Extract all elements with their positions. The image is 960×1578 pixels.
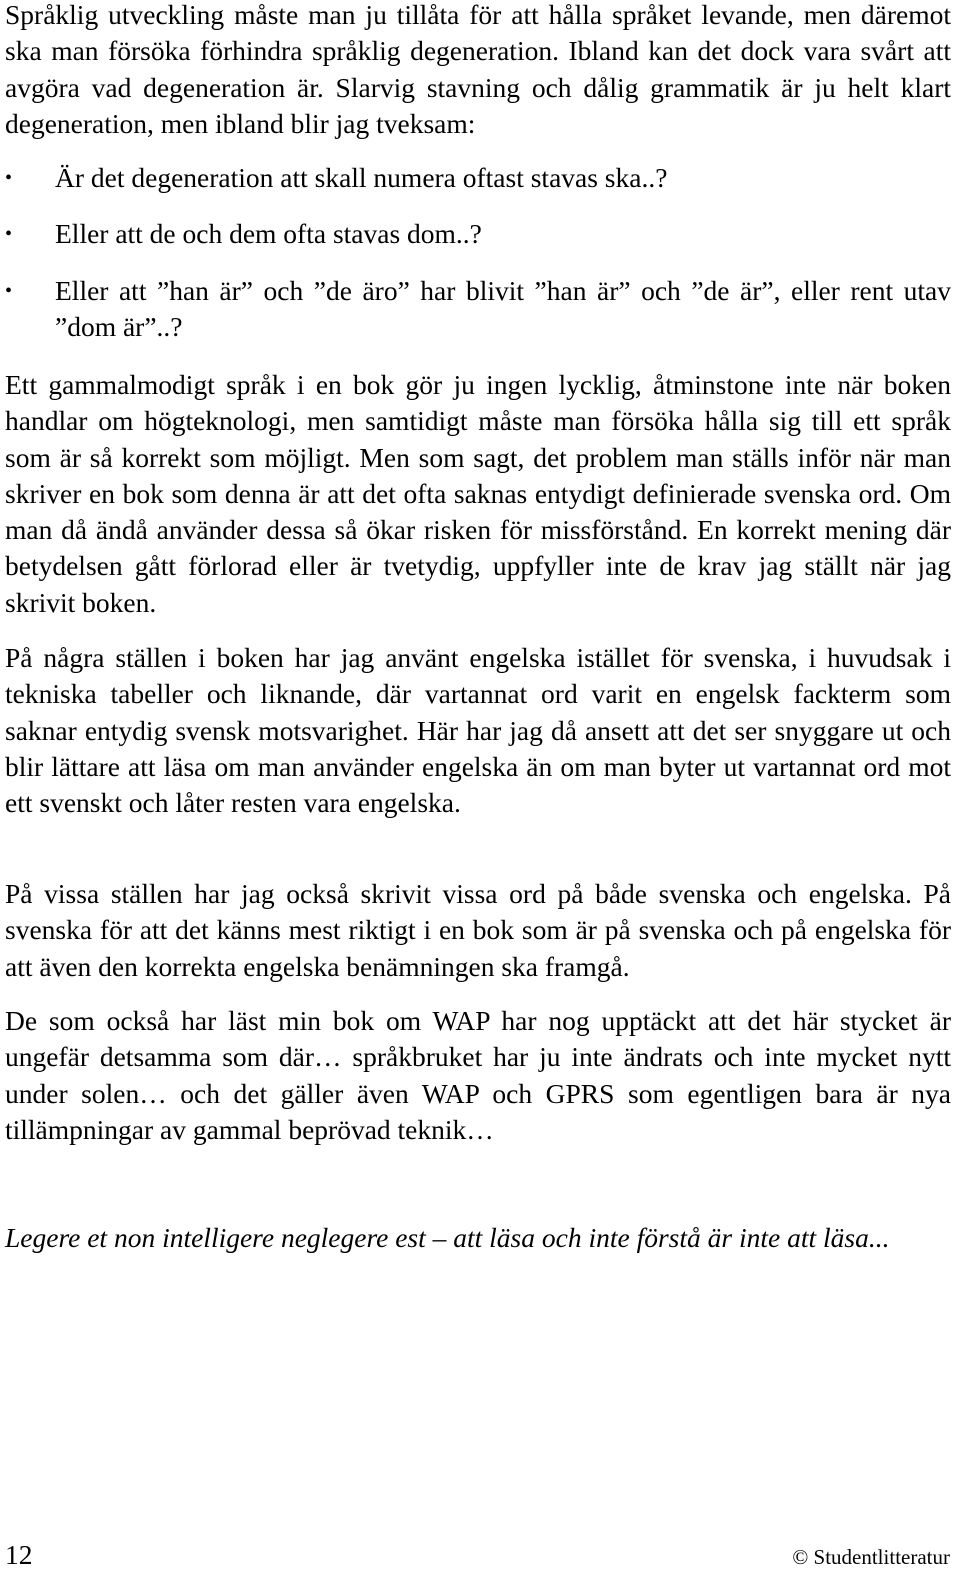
paragraph-intro: Språklig utveckling måste man ju tillåta för att hålla språket levande, men däremot ska man försöka förhindra språklig degeneration. Ibland kan det dock vara svårt att avgöra vad degeneration är. Slarvig stavning och dålig grammatik är ju helt klart degeneration, men ibland blir jag tveksam: [5, 0, 951, 139]
latin-quote: Legere et non intelligere neglegere est – att läsa och inte förstå är inte att läsa... [5, 1222, 890, 1253]
paragraph-bilingual-terms: På vissa ställen har jag också skrivit vissa ord på både svenska och engelska. På svenska för att det känns mest riktigt i en bok som är på svenska och på engelska för att även den korrekta engelska benämningen ska framgå. [5, 878, 951, 982]
list-item-text: Eller att ”han är” och ”de äro” har blivit ”han är” och ”de är”, eller rent utav ”dom är”..? [55, 274, 951, 342]
paragraph-english-usage: På några ställen i boken har jag använt engelska istället för svenska, i huvudsak i tekniska tabeller och liknande, där vartannat ord varit en engelsk fackterm som saknar entydig svensk motsvarighet. Här har jag då ansett att det ser snyggare ut och blir lättare att läsa om man använder engelska än om man byter ut vartannat ord mot ett svenskt och låter resten vara engelska. [5, 642, 951, 819]
bullet-icon: • [5, 167, 13, 189]
bullet-icon: • [5, 223, 13, 246]
copyright-notice: © Studentlitteratur [792, 1545, 950, 1569]
list-item [5, 160, 951, 196]
list-item [5, 273, 951, 346]
paragraph-language-style: Ett gammalmodigt språk i en bok gör ju ingen lycklig, åtminstone inte när boken handlar om högteknologi, men samtidigt måste man försöka hålla sig till ett språk som är så korrekt som möjligt. Men som sagt, det problem man ställs inför när man skriver en bok som denna är att det ofta saknas entydigt definierade svenska ord. Om man då ändå använder dessa så ökar risken för missförstånd. En korrekt mening där betydelsen gått förlorad eller är tvetydig, uppfyller inte de krav jag ställt när jag skrivit boken. [5, 369, 951, 618]
page-number: 12 [5, 1539, 33, 1570]
bullet-icon: • [5, 279, 13, 302]
list-item-text: Eller att de och dem ofta stavas dom..? [55, 218, 482, 250]
list-item [5, 216, 951, 252]
bullet-list [5, 160, 951, 365]
paragraph-wap-note: De som också har läst min bok om WAP har nog upptäckt att det här stycket är ungefär detsamma som där… språkbruket har ju inte ändrats och inte mycket nytt under solen… och det gäller även WAP och GPRS som egentligen bara är nya tillämpningar av gammal beprövad teknik… [5, 1005, 951, 1145]
list-item-text: Är det degeneration att skall numera oftast stavas ska..? [55, 162, 668, 193]
